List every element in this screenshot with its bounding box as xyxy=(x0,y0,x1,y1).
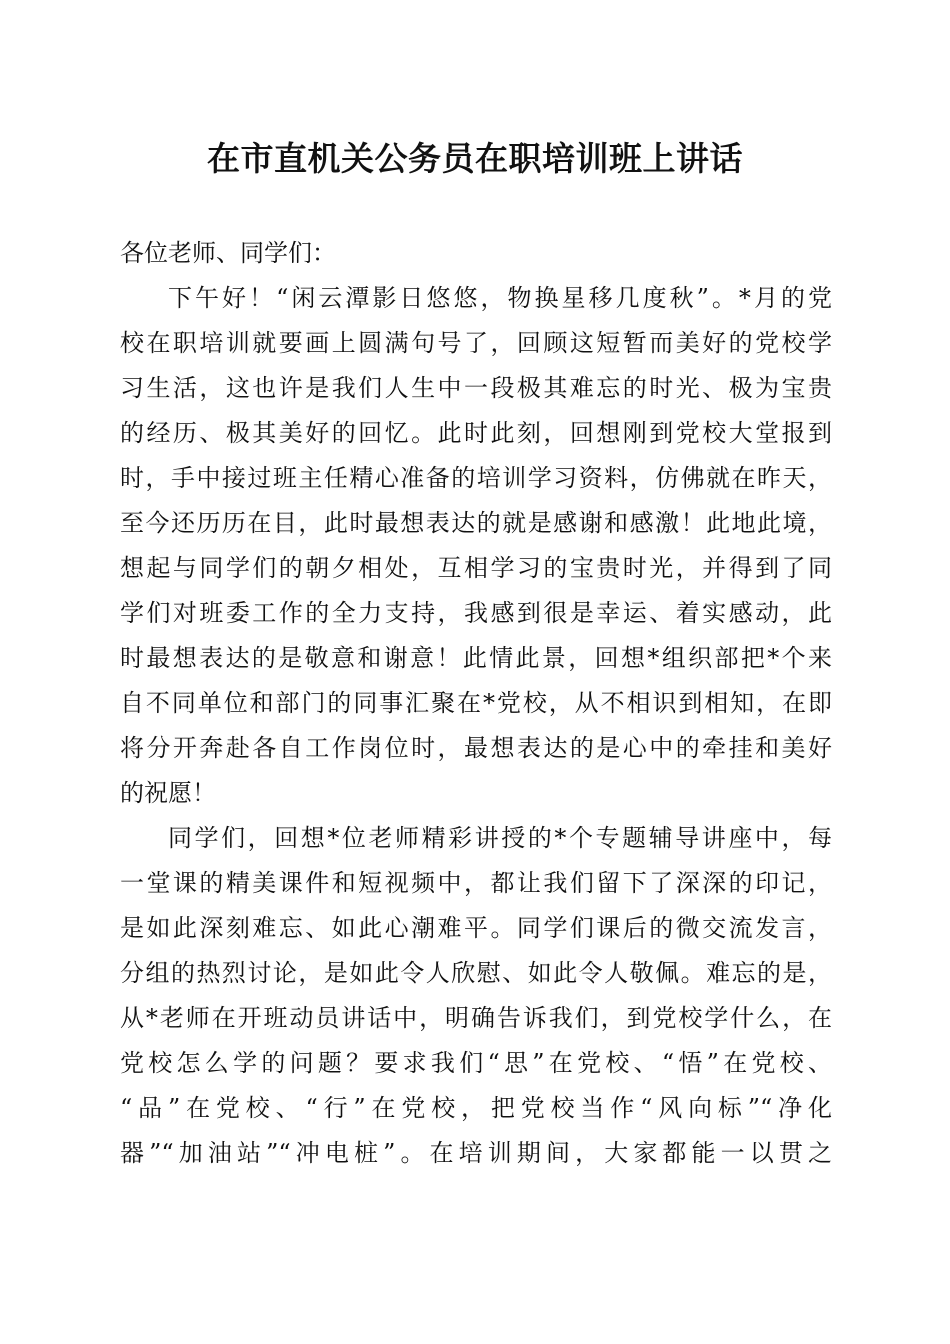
paragraph-line: 将分开奔赴各自工作岗位时，最想表达的是心中的牵挂和美好 xyxy=(120,734,832,762)
paragraph-line: 至今还历历在目，此时最想表达的就是感谢和感激！此地此境， xyxy=(120,509,832,537)
paragraph-line: 时最想表达的是敬意和谢意！此情此景，回想*组织部把*个来 xyxy=(120,644,832,672)
paragraph-2 xyxy=(120,816,832,1176)
paragraph-line: 时，手中接过班主任精心准备的培训学习资料，仿佛就在昨天， xyxy=(120,464,832,492)
paragraph-line: 学们对班委工作的全力支持，我感到很是幸运、着实感动，此 xyxy=(120,599,832,627)
paragraph-line: 校在职培训就要画上圆满句号了，回顾这短暂而美好的党校学 xyxy=(120,329,832,357)
document-title: 在市直机关公务员在职培训班上讲话 xyxy=(207,139,743,178)
paragraph-line: 同学们，回想*位老师精彩讲授的*个专题辅导讲座中，每 xyxy=(168,824,832,852)
paragraph-line: 分组的热烈讨论，是如此令人欣慰、如此令人敬佩。难忘的是， xyxy=(120,959,832,987)
paragraph-line: “品”在党校、“行”在党校，把党校当作“风向标”“净化 xyxy=(120,1094,832,1122)
paragraph-line: 想起与同学们的朝夕相处，互相学习的宝贵时光，并得到了同 xyxy=(120,554,832,582)
paragraph-line: 自不同单位和部门的同事汇聚在*党校，从不相识到相知，在即 xyxy=(120,689,832,717)
paragraph-line: 下午好！“闲云潭影日悠悠，物换星移几度秋”。*月的党 xyxy=(168,284,832,312)
paragraph-line: 的祝愿！ xyxy=(120,779,216,807)
paragraph-line: 器”“加油站”“冲电桩”。在培训期间，大家都能一以贯之 xyxy=(120,1139,832,1167)
paragraph-line: 习生活，这也许是我们人生中一段极其难忘的时光、极为宝贵 xyxy=(120,374,832,402)
paragraph-1 xyxy=(120,276,832,816)
paragraph-line: 党校怎么学的问题？要求我们“思”在党校、“悟”在党校、 xyxy=(120,1049,832,1077)
paragraph-line: 是如此深刻难忘、如此心潮难平。同学们课后的微交流发言， xyxy=(120,914,832,942)
paragraph-line: 一堂课的精美课件和短视频中，都让我们留下了深深的印记， xyxy=(120,869,832,897)
salutation: 各位老师、同学们： xyxy=(120,239,336,267)
paragraph-line: 的经历、极其美好的回忆。此时此刻，回想刚到党校大堂报到 xyxy=(120,419,832,447)
paragraph-line: 从*老师在开班动员讲话中，明确告诉我们，到党校学什么，在 xyxy=(120,1004,832,1032)
